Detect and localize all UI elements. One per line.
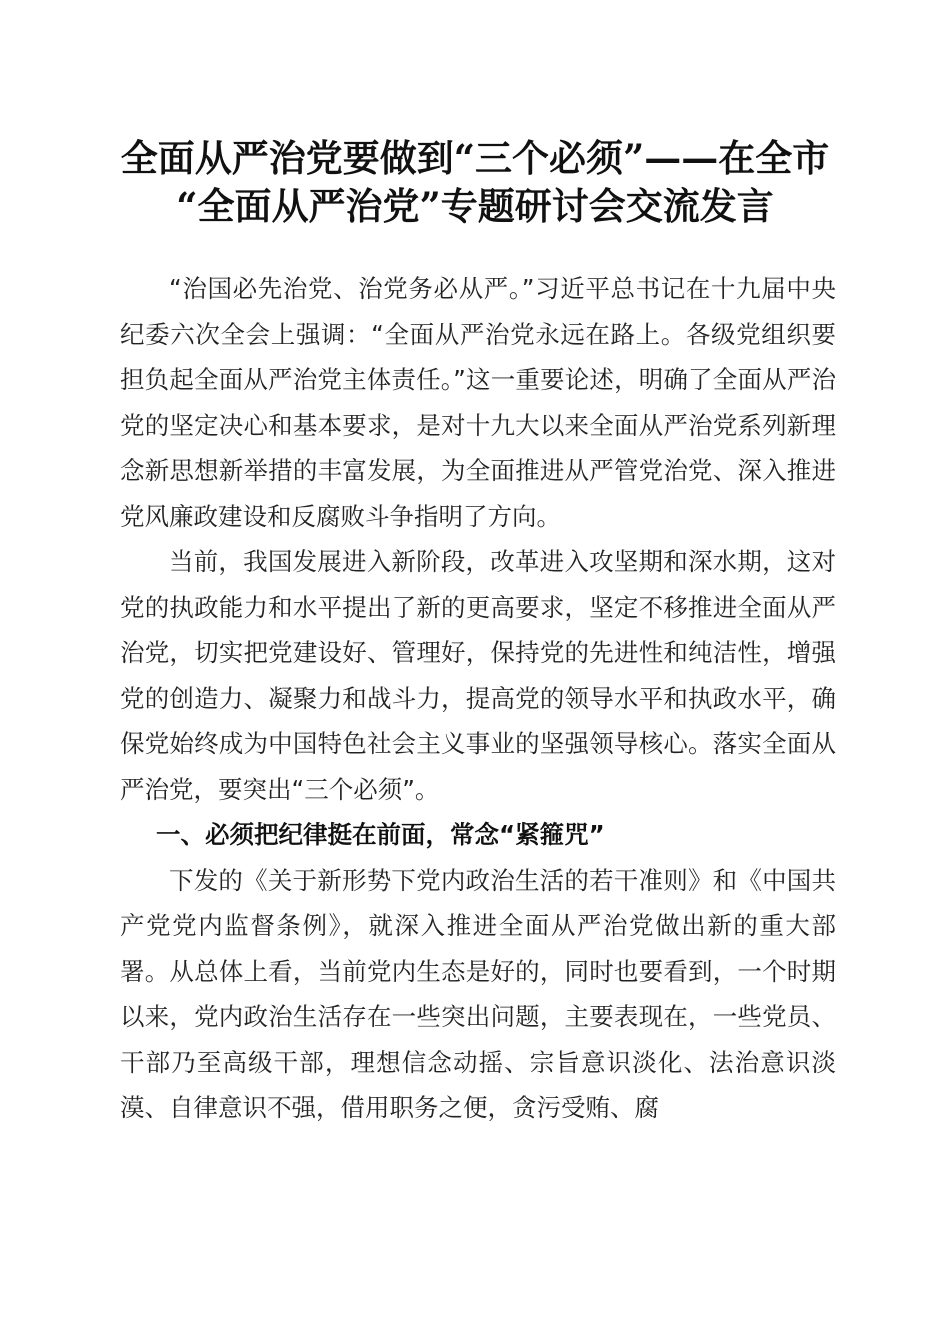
paragraph-context: 当前，我国发展进入新阶段，改革进入攻坚期和深水期，这对党的执政能力和水平提出了新的更高要求，坚定不移推进全面从严治党，切实把党建设好、管理好，保持党的先进性和纯洁性，增强党的创造力、凝聚力和战斗力，提高党的领导水平和执政水平，确保党始终成为中国特色社会主义事业的坚强领导核心。落实全面从严治党，要突出“三个必须”。 bbox=[120, 547, 836, 804]
section-heading-1: 一、必须把纪律挺在前面，常念“紧箍咒” bbox=[156, 820, 605, 849]
paragraph-section-1: 下发的《关于新形势下党内政治生活的若干准则》和《中国共产党党内监督条例》，就深入推进全面从严治党做出新的重大部署。从总体上看，当前党内生态是好的，同时也要看到，一个时期以来，党内政治生活存在一些突出问题，主要表现在，一些党员、干部乃至高级干部，理想信念动摇、宗旨意识淡化、法治意识淡漠、自律意识不强，借用职务之便，贪污受贿、腐 bbox=[120, 865, 836, 1122]
document-title bbox=[100, 134, 850, 230]
paragraph-intro: “治国必先治党、治党务必从严。”习近平总书记在十九届中央纪委六次全会上强调：“全面从严治党永远在路上。各级党组织要担负起全面从严治党主体责任。”这一重要论述，明确了全面从严治党的坚定决心和基本要求，是对十九大以来全面从严治党系列新理念新思想新举措的丰富发展，为全面推进从严管党治党、深入推进党风廉政建设和反腐败斗争指明了方向。 bbox=[120, 274, 836, 531]
document-body bbox=[120, 266, 836, 1131]
title-line-2: “全面从严治党”专题研讨会交流发言 bbox=[176, 184, 774, 228]
title-line-1: 全面从严治党要做到“三个必须”——在全市 bbox=[120, 136, 830, 180]
